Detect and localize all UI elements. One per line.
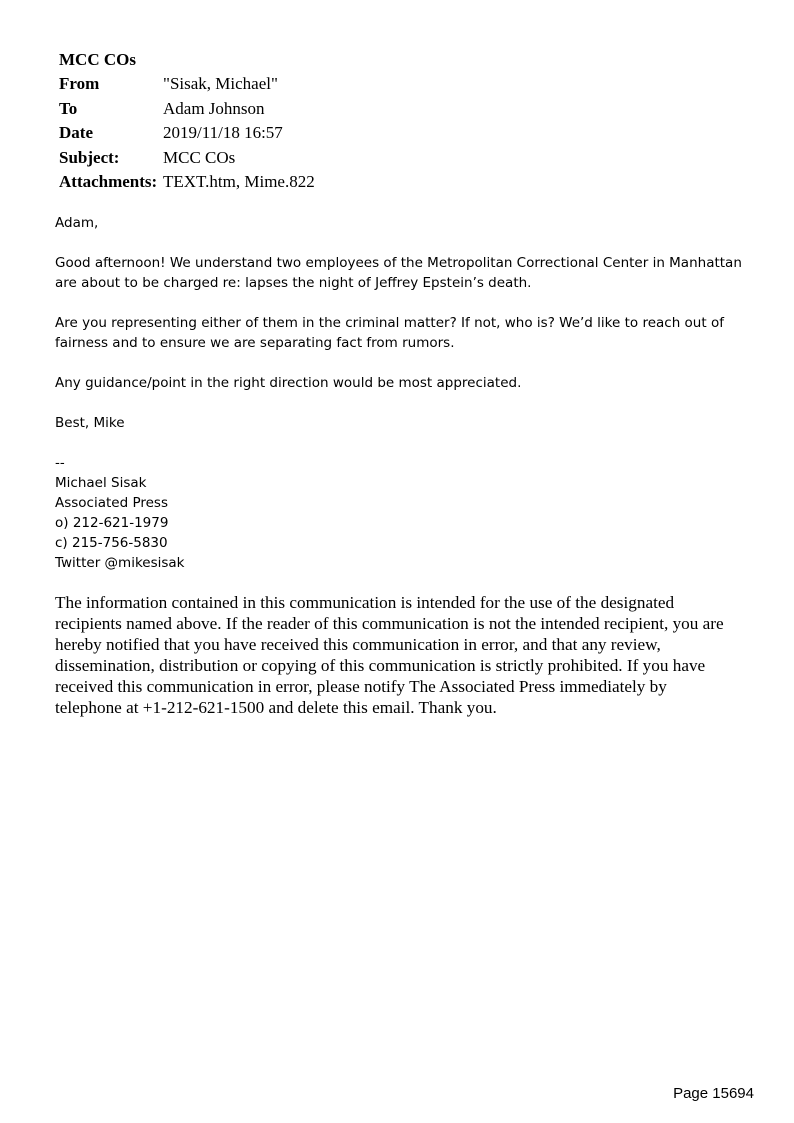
header-row-date [59,121,315,146]
attachments-value: TEXT.htm, Mime.822 [163,172,315,191]
signature-office-phone: o) 212-621-1979 [55,515,169,531]
signature-cell-phone: c) 215-756-5830 [55,535,168,551]
header-row-from [59,72,315,97]
to-label: To [59,98,78,118]
header-row-to [59,97,315,122]
signature-organization: Associated Press [55,495,168,511]
greeting: Adam, [55,215,99,231]
signature-twitter: Twitter @mikesisak [55,555,185,571]
header-row-subject [59,146,315,171]
signature-name: Michael Sisak [55,475,147,491]
date-value: 2019/11/18 16:57 [163,123,283,142]
attachments-label: Attachments: [59,172,158,191]
header-row-attachments [59,170,315,195]
email-header [59,48,315,195]
date-label: Date [59,123,93,142]
page-number: Page 15694 [673,1085,754,1102]
legal-disclaimer: The information contained in this communication is intended for the use of the designated recipients named above. If the reader of this communication is not the intended recipient, you are hereby notified that you have received this communication in error, and that any review, dissemination, distribution or copying of this communication is strictly prohibited. If you have received this communication in error, please notify The Associated Press immediately by telephone at +1-212-621-1500 and delete this email. Thank you. [55,593,724,717]
to-value: Adam Johnson [163,98,265,118]
from-value: "Sisak, Michael" [163,74,278,93]
body-paragraph: Are you representing either of them in the criminal matter? If not, who is? We’d like to reach out of fairness and to ensure we are separating fact from rumors. [55,315,724,351]
body-paragraph: Good afternoon! We understand two employees of the Metropolitan Correctional Center in Manhattan are about to be charged re: lapses the night of Jeffrey Epstein’s death. [55,255,742,291]
document-title: MCC COs [59,50,136,69]
from-label: From [59,74,100,93]
subject-label: Subject: [59,147,120,167]
signature-block [55,453,755,573]
email-body [55,213,755,573]
subject-value: MCC COs [163,147,236,167]
closing: Best, Mike [55,415,125,431]
signature-separator: -- [55,455,65,471]
body-paragraph: Any guidance/point in the right direction would be most appreciated. [55,375,522,391]
